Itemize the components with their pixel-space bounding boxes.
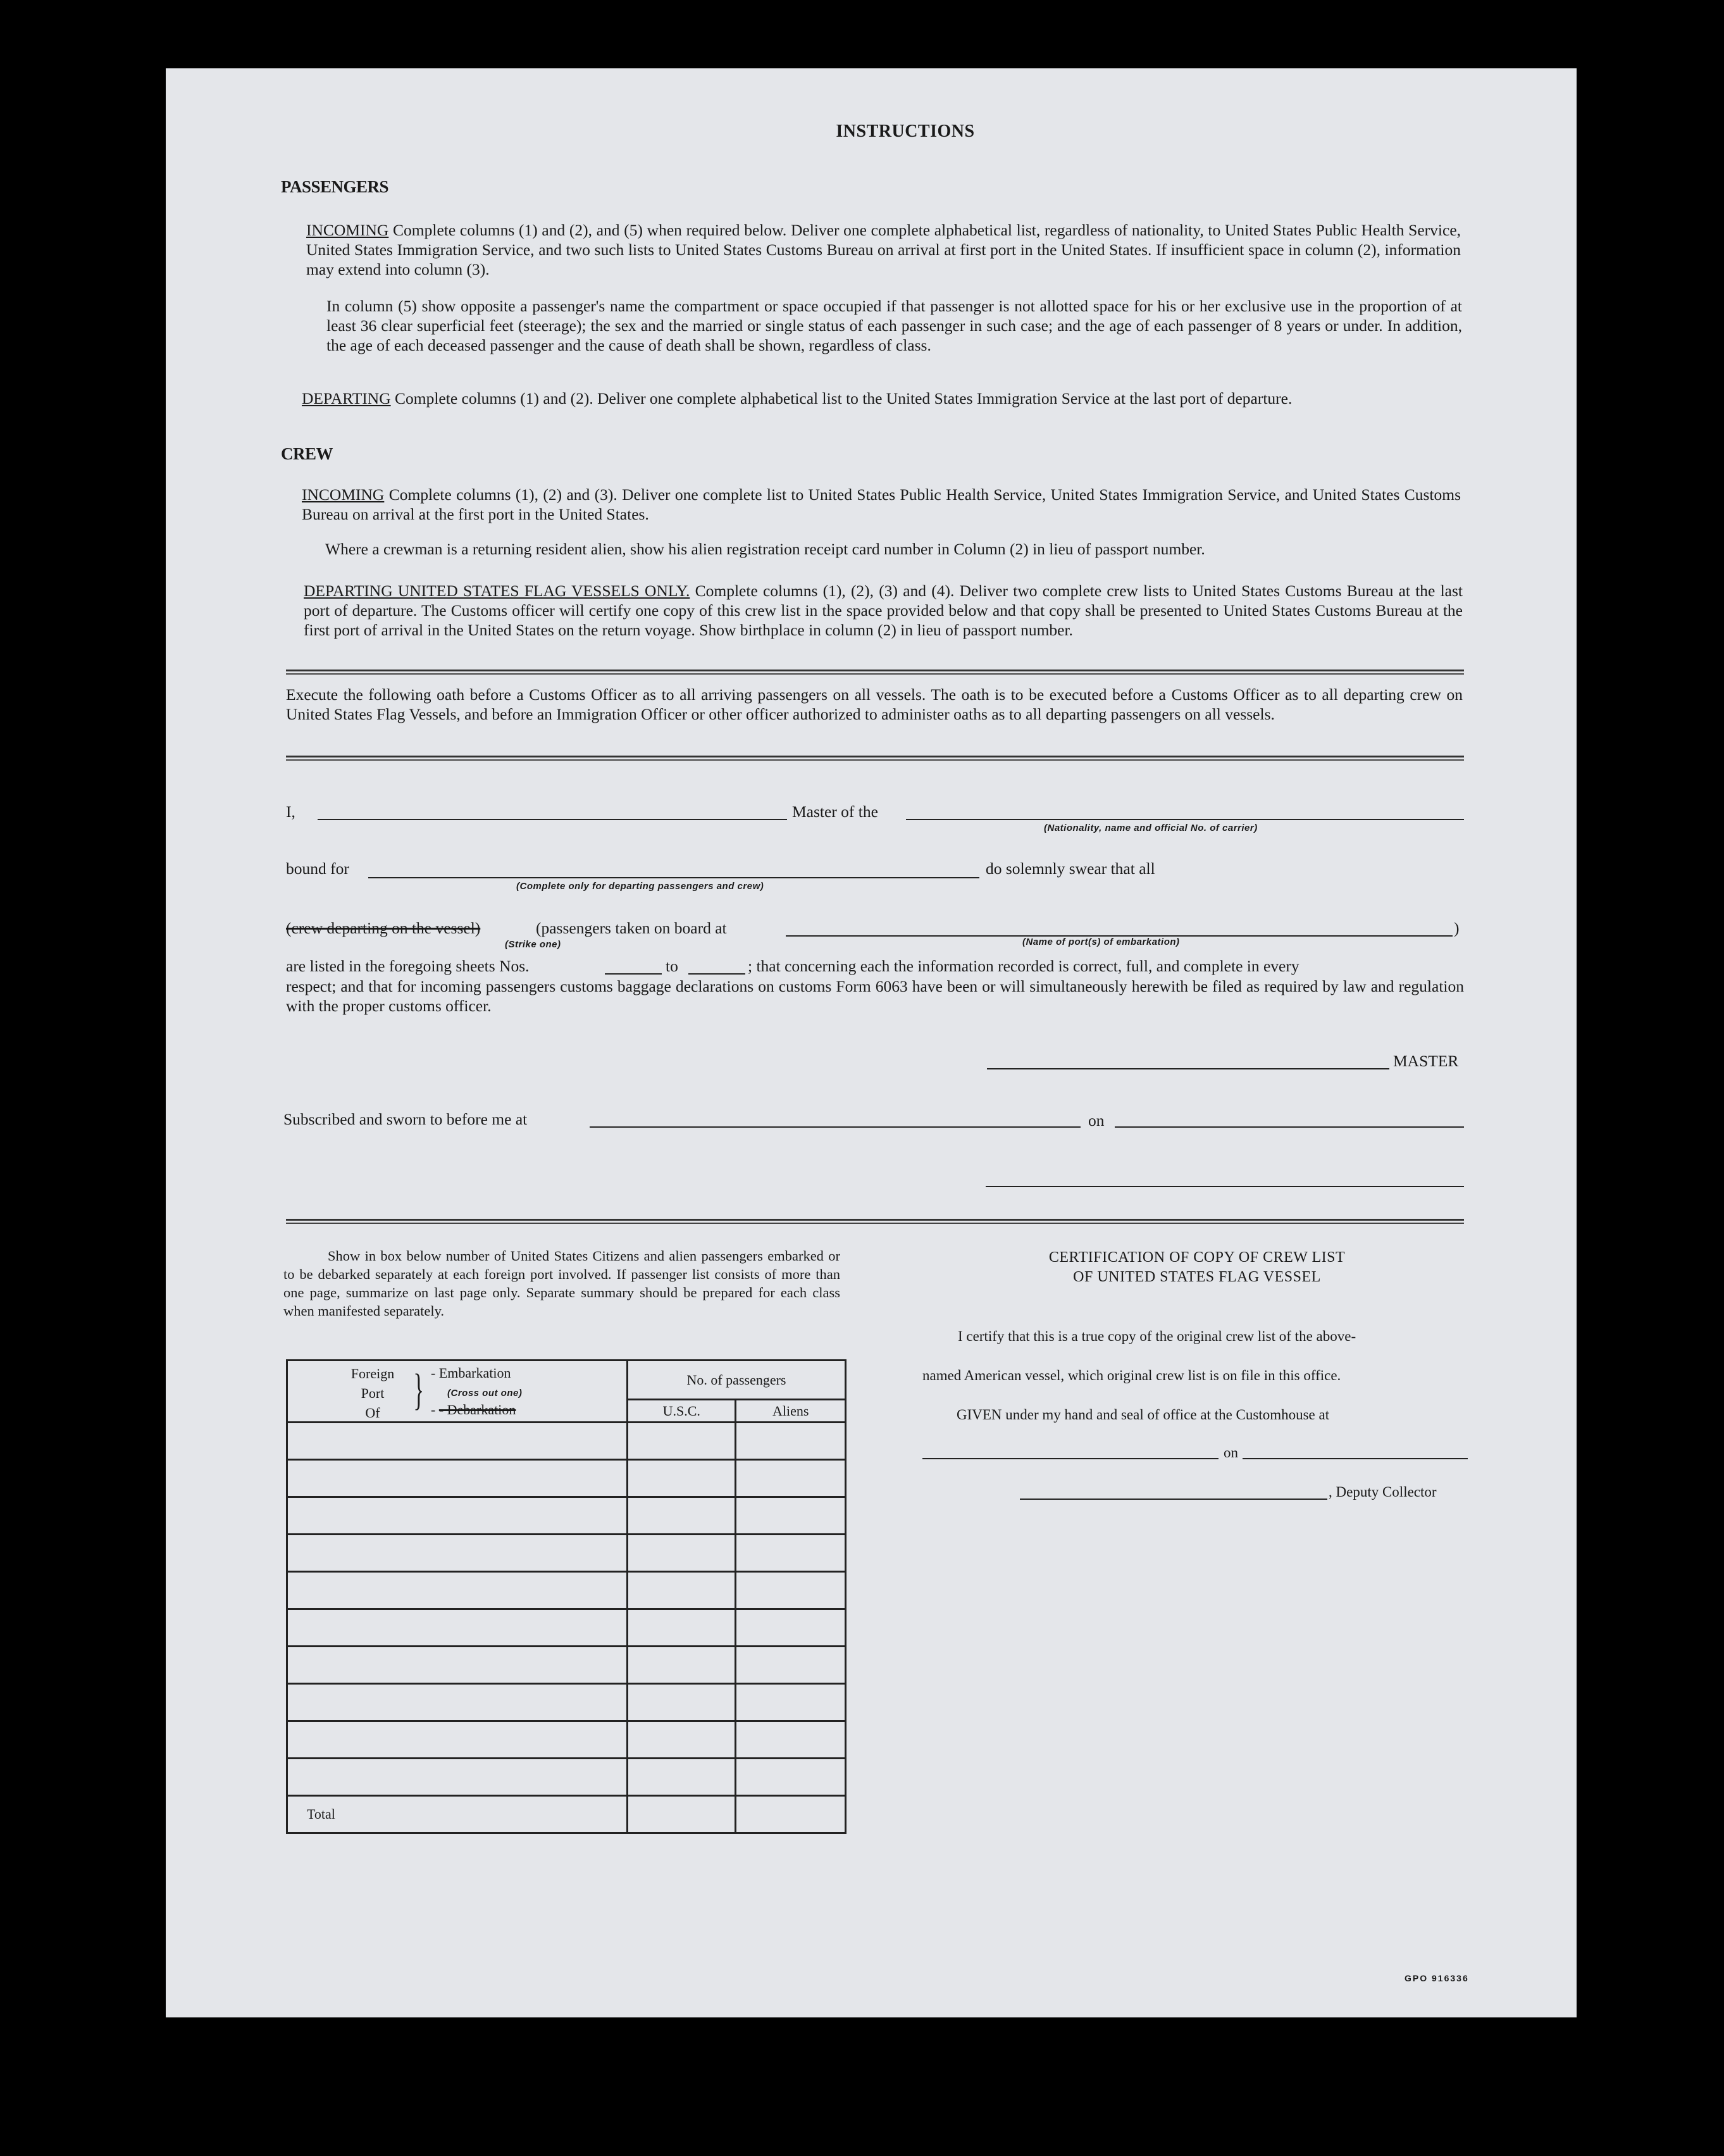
aliens-cell[interactable] — [736, 1721, 846, 1759]
passengers-departing-lead: DEPARTING — [302, 389, 391, 408]
aliens-cell[interactable] — [736, 1609, 846, 1647]
usc-cell[interactable] — [627, 1572, 736, 1609]
usc-cell[interactable] — [627, 1423, 736, 1460]
oath-instruction: Execute the following oath before a Customs Officer as to all arriving passengers on all vessels. The oath is to be executed before a Customs Officer as to all departing crew on United States Flag Vessels, and before an Immigration Officer or other officer authorized to administer oaths as to all departing passengers on all vessels. — [286, 685, 1463, 723]
port-cell[interactable] — [287, 1759, 628, 1796]
usc-header: U.S.C. — [627, 1400, 736, 1423]
aliens-cell[interactable] — [736, 1535, 846, 1572]
listed-a-label: are listed in the foregoing sheets Nos. — [286, 957, 530, 975]
table-row — [287, 1647, 846, 1684]
page-title: INSTRUCTIONS — [836, 122, 975, 141]
passengers-departing-paragraph — [302, 389, 1461, 408]
brace-glyph: } — [413, 1366, 425, 1414]
subscribed-on-label: on — [1088, 1111, 1105, 1130]
listed-rest: respect; and that for incoming passengers customs baggage declarations on customs Form 6063 have been or will simultaneously herewith be filed as required by law and regulation with the proper customs officer. — [286, 977, 1464, 1015]
form-page — [166, 68, 1577, 2017]
bound-for-label: bound for — [286, 859, 349, 878]
certification-on-label: on — [1224, 1445, 1238, 1461]
bound-for-caption: (Complete only for departing passengers and crew) — [516, 881, 764, 892]
passengers-heading: PASSENGERS — [281, 177, 389, 196]
cross-out-caption: (Cross out one) — [447, 1388, 523, 1399]
port-cell[interactable] — [287, 1535, 628, 1572]
crew-resident-paragraph: Where a crewman is a returning resident alien, show his alien registration receipt card number in Column (2) in lieu of passport number. — [325, 540, 1205, 558]
passenger-summary-table — [286, 1359, 846, 1834]
carrier-caption: (Nationality, name and official No. of carrier) — [1044, 823, 1258, 833]
usc-cell[interactable] — [627, 1759, 736, 1796]
divider-top — [286, 670, 1464, 671]
divider-oath-2 — [286, 759, 1464, 761]
port-cell[interactable] — [287, 1423, 628, 1460]
swear-label: do solemnly swear that all — [986, 859, 1155, 878]
carrier-field[interactable] — [906, 819, 1464, 820]
usc-cell[interactable] — [627, 1535, 736, 1572]
passengers-departing-text: Complete columns (1) and (2). Deliver one complete alphabetical list to the United States Immigration Service at the last port of departure. — [395, 389, 1293, 408]
usc-cell[interactable] — [627, 1684, 736, 1721]
total-label: Total — [287, 1796, 628, 1833]
crew-departing-lead: DEPARTING UNITED STATES FLAG VESSELS ONLY. — [304, 582, 690, 600]
table-row — [287, 1497, 846, 1535]
certification-title — [988, 1248, 1406, 1287]
table-row — [287, 1460, 846, 1497]
aliens-header: Aliens — [736, 1400, 846, 1423]
certification-date-field[interactable] — [1243, 1458, 1468, 1459]
port-cell[interactable] — [287, 1497, 628, 1535]
port-cell[interactable] — [287, 1460, 628, 1497]
total-row — [287, 1796, 846, 1833]
ports-caption: (Name of port(s) of embarkation) — [1022, 937, 1180, 947]
passengers-incoming-text: Complete columns (1) and (2), and (5) when required below. Deliver one complete alphabetical list, regardless of nationality, to United States Public Health Service, United States Immigration Service, and two such lists to United States Customs Bureau on arrival at first port in the United States. If insufficient space in column (2), information may extend into column (3). — [306, 221, 1461, 278]
usc-cell[interactable] — [627, 1721, 736, 1759]
aliens-cell[interactable] — [736, 1423, 846, 1460]
summary-note: Show in box below number of United States Citizens and alien passengers embarked or to be debarked separately at each foreign port involved. If passenger list consists of more than one page, summarize on last page only. Separate summary should be prepared for each class when manifested separately. — [283, 1248, 840, 1319]
deputy-collector-signature-field[interactable] — [1020, 1499, 1327, 1500]
divider-top-2 — [286, 673, 1464, 675]
master-of-label: Master of the — [792, 802, 878, 821]
divider-bottom — [286, 1219, 1464, 1221]
table-row — [287, 1535, 846, 1572]
passengers-incoming-lead: INCOMING — [306, 221, 389, 239]
passengers-incoming-paragraph — [306, 220, 1461, 279]
divider-bottom-2 — [286, 1223, 1464, 1224]
sheet-from-field[interactable] — [605, 973, 662, 975]
strike-caption: (Strike one) — [505, 939, 561, 950]
certification-line-3: GIVEN under my hand and seal of office at the Customhouse at — [957, 1407, 1330, 1423]
oath-i-label: I, — [286, 802, 295, 821]
port-cell[interactable] — [287, 1647, 628, 1684]
master-label: MASTER — [1393, 1052, 1459, 1070]
usc-cell[interactable] — [627, 1460, 736, 1497]
port-line-2: Port — [361, 1385, 385, 1401]
crew-option-struck: (crew departing on the vessel) — [286, 919, 481, 937]
foreign-port-of-label — [341, 1364, 404, 1423]
port-cell[interactable] — [287, 1572, 628, 1609]
port-cell[interactable] — [287, 1609, 628, 1647]
port-line-3: Of — [365, 1405, 380, 1421]
certification-title-line-1: CERTIFICATION OF COPY OF CREW LIST — [1048, 1249, 1346, 1266]
sheet-to-field[interactable] — [688, 973, 745, 975]
certification-line-2: named American vessel, which original crew list is on file in this office. — [922, 1368, 1341, 1383]
table-row — [287, 1759, 846, 1796]
no-passengers-header: No. of passengers — [627, 1361, 845, 1400]
listed-b-label: ; that concerning each the information recorded is correct, full, and complete in every — [748, 957, 1299, 975]
certification-title-line-2: OF UNITED STATES FLAG VESSEL — [1073, 1269, 1321, 1285]
debarkation-text: - Debarkation — [438, 1402, 516, 1418]
crew-departing-text: Complete columns (1), (2), (3) and (4). Deliver two complete crew lists to United States Customs Bureau at the last port of departure. The Customs officer will certify one copy of this crew list in the space provided below and that copy shall be presented to United States Customs Bureau at the first port of arrival in the United States on the return voyage. Show birthplace in column (2) in lieu of passport number. — [304, 582, 1463, 639]
embarkation-label: - Embarkation — [431, 1365, 511, 1381]
passengers-option: (passengers taken on board at — [536, 919, 727, 937]
usc-cell[interactable] — [627, 1497, 736, 1535]
aliens-cell[interactable] — [736, 1497, 846, 1535]
listed-to-label: to — [666, 957, 678, 975]
gpo-code: GPO 916336 — [1405, 1973, 1469, 1983]
port-header-cell — [287, 1361, 628, 1423]
usc-cell[interactable] — [627, 1609, 736, 1647]
debarkation-label-struck: - - Debarkation — [431, 1402, 516, 1418]
port-cell[interactable] — [287, 1721, 628, 1759]
crew-incoming-paragraph — [302, 485, 1461, 524]
aliens-cell[interactable] — [736, 1759, 846, 1796]
table-row — [287, 1609, 846, 1647]
master-signature-field[interactable] — [987, 1068, 1389, 1069]
table-row — [287, 1684, 846, 1721]
total-aliens-cell[interactable] — [736, 1796, 846, 1833]
aliens-cell[interactable] — [736, 1460, 846, 1497]
passengers-column5-paragraph: In column (5) show opposite a passenger's name the compartment or space occupied if that passenger is not allotted space for his or her exclusive use in the proportion of at least 36 clear superficial feet (steerage); the sex and the married or single status of each passenger in such case; and the age of each passenger of 8 years or under. In addition, the age of each deceased passenger and the cause of death shall be shown, regardless of class. — [326, 297, 1462, 354]
master-name-field[interactable] — [318, 819, 787, 820]
crew-departing-paragraph — [304, 581, 1463, 640]
certification-line-1: I certify that this is a true copy of the original crew list of the above- — [958, 1328, 1356, 1344]
bound-for-field[interactable] — [368, 877, 979, 878]
subscribed-date-field[interactable] — [1115, 1126, 1464, 1128]
crew-incoming-lead: INCOMING — [302, 485, 385, 504]
deputy-collector-label: , Deputy Collector — [1329, 1484, 1437, 1500]
divider-oath — [286, 756, 1464, 757]
table-row — [287, 1721, 846, 1759]
port-cell[interactable] — [287, 1684, 628, 1721]
subscribed-place-field[interactable] — [590, 1126, 1081, 1128]
usc-cell[interactable] — [627, 1647, 736, 1684]
aliens-cell[interactable] — [736, 1572, 846, 1609]
aliens-cell[interactable] — [736, 1647, 846, 1684]
table-row — [287, 1572, 846, 1609]
crew-heading: CREW — [281, 444, 333, 463]
port-line-1: Foreign — [350, 1366, 395, 1381]
close-paren: ) — [1454, 919, 1460, 937]
crew-incoming-text: Complete columns (1), (2) and (3). Deliver one complete list to United States Public Health Service, United States Immigration Service, and United States Customs Bureau on arrival at the first port in the United States. — [302, 485, 1461, 523]
subscribed-label: Subscribed and sworn to before me at — [283, 1110, 528, 1128]
table-row — [287, 1423, 846, 1460]
customhouse-field[interactable] — [922, 1458, 1219, 1459]
aliens-cell[interactable] — [736, 1684, 846, 1721]
officer-signature-field[interactable] — [986, 1186, 1464, 1187]
total-usc-cell[interactable] — [627, 1796, 736, 1833]
